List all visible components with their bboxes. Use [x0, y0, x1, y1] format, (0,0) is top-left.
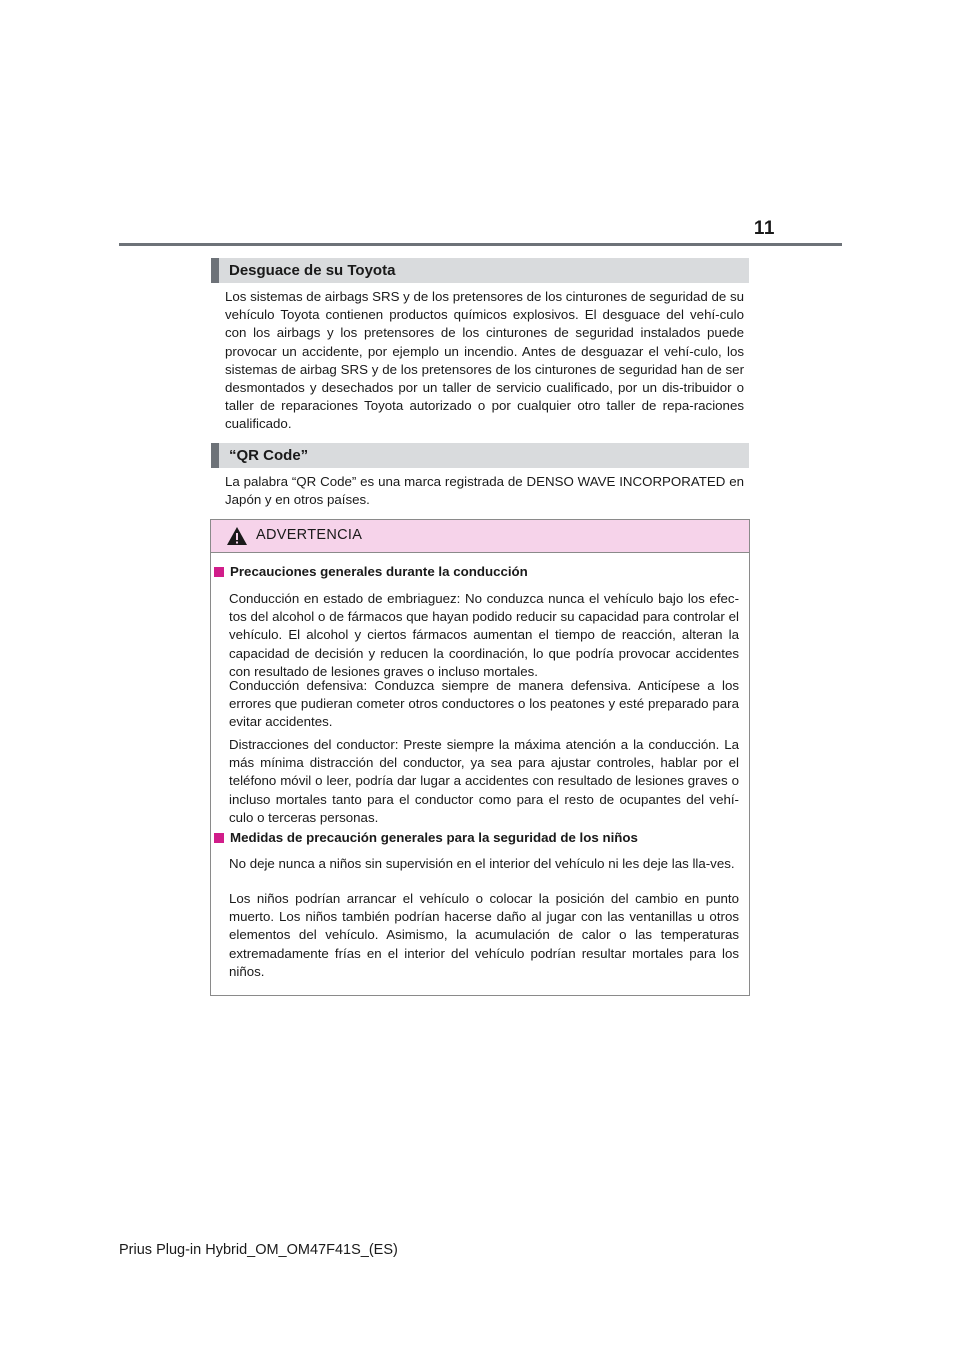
bullet-square-icon [214, 833, 224, 843]
paragraph-qr-code: La palabra “QR Code” es una marca registrada de DENSO WAVE INCORPORATED en Japón y en otros países. [225, 474, 744, 508]
warning-triangle-icon [226, 526, 248, 546]
warning-subheading-text: Medidas de precaución generales para la seguridad de los niños [230, 830, 638, 845]
footer-document-code: Prius Plug-in Hybrid_OM_OM47F41S_(ES) [119, 1242, 398, 1258]
warning-paragraph: Conducción en estado de embriaguez: No conduzca nunca el vehículo bajo los efec-tos del alcohol o de fármacos que hayan podido reducir su capacidad para controlar el vehículo. El alcohol y ciertos fármacos aumentan el tiempo de reacción, alteran la capacidad de decisión y reducen la coordinación, lo que podría provocar accidentes con resultado de lesiones graves o incluso mortales. [229, 591, 739, 679]
header-rule [119, 243, 842, 246]
warning-subheading-text: Precauciones generales durante la conducción [230, 564, 528, 579]
section-header-desguace: Desguace de su Toyota [211, 258, 749, 283]
warning-paragraph: No deje nunca a niños sin supervisión en el interior del vehículo ni les deje las lla-ves. [229, 856, 735, 871]
warning-title: ADVERTENCIA [256, 527, 363, 543]
section-header-qr-code: “QR Code” [211, 443, 749, 468]
page-number: 11 [753, 218, 775, 239]
paragraph-desguace: Los sistemas de airbags SRS y de los pretensores de los cinturones de seguridad de su vehículo Toyota contienen productos químicos explosivos. El desguace del vehí-culo con los airbags y los pretensores de los cinturones de seguridad instalados puede provocar un accidente, por ejemplo un incendio. Antes de desguazar el vehí-culo, los sistemas de airbag SRS y de los pretensores de los cinturones de seguridad han de ser desmontados y desechados por un taller de servicio cualificado, por un dis-tribuidor o taller de reparaciones Toyota autorizado o por cualquier otro taller de repa-raciones cualificado. [225, 289, 744, 432]
warning-subheading [214, 829, 744, 847]
warning-subheading [214, 563, 744, 581]
warning-paragraph: Los niños podrían arrancar el vehículo o colocar la posición del cambio en punto muerto. Los niños también podrían hacerse daño al jugar con las ventanillas u otros elementos del vehículo. Asimismo, la acumulación de calor o las temperaturas extremadamente frías en el interior del vehículo podrían resultar mortales para los niños. [229, 891, 739, 979]
bullet-square-icon [214, 567, 224, 577]
warning-paragraph: Conducción defensiva: Conduzca siempre de manera defensiva. Anticípese a los errores que pudieran cometer otros conductores o los peatones y esté preparado para evitar accidentes. [229, 678, 739, 730]
warning-header [211, 520, 749, 553]
warning-paragraph: Distracciones del conductor: Preste siempre la máxima atención a la conducción. La más mínima distracción del conductor, ya sea para ajustar controles, hablar por el teléfono móvil o leer, podría dar lugar a accidentes con resultado de lesiones graves o incluso mortales tanto para el conductor como para el resto de ocupantes del vehí-culo o terceras personas. [229, 737, 739, 825]
warning-box [210, 519, 750, 996]
